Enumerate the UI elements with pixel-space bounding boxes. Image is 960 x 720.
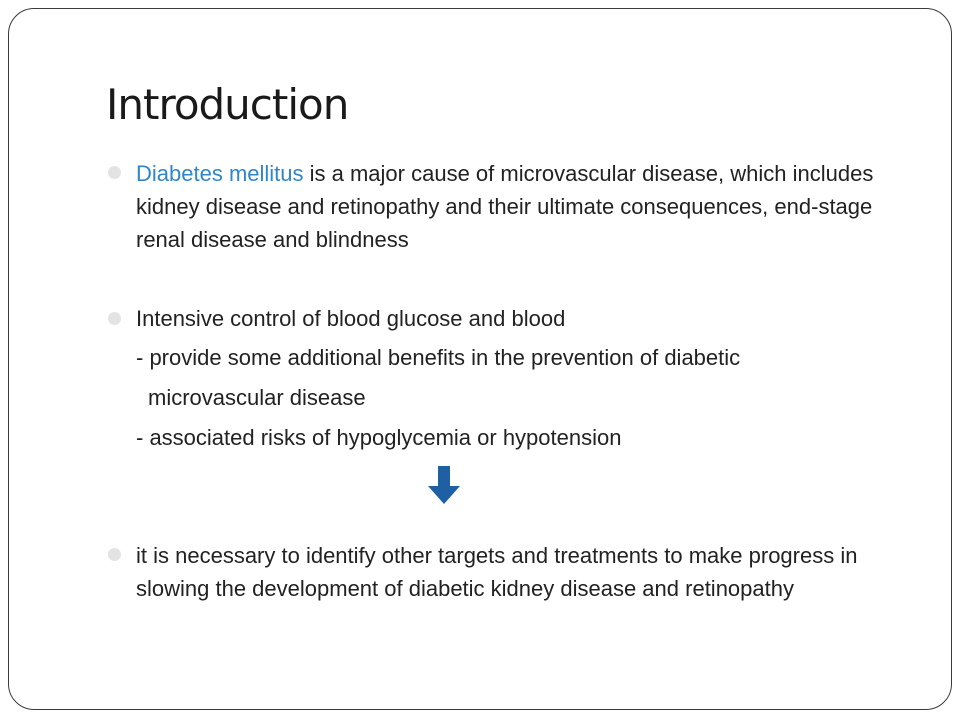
slide-title: Introduction <box>106 80 349 129</box>
bullet-2-sub-1-cont: microvascular disease <box>148 385 366 410</box>
bullet-1-text <box>136 157 916 256</box>
bullet-marker <box>108 312 121 325</box>
bullet-2-text: Intensive control of blood glucose and blood <box>136 306 566 331</box>
bullet-marker <box>108 166 121 179</box>
bullet-1-body: is a major cause of microvascular disease, which includes kidney disease and retinopathy and their ultimate consequences, end-stage renal disease and blindness <box>136 161 874 252</box>
down-arrow-icon <box>428 466 460 504</box>
bullet-2-sub-2: - associated risks of hypoglycemia or hypotension <box>136 425 622 450</box>
bullet-marker <box>108 548 121 561</box>
diabetes-mellitus-link[interactable]: Diabetes mellitus <box>136 161 304 186</box>
bullet-3-text: it is necessary to identify other targets and treatments to make progress in slowing the development of diabetic kidney disease and retinopathy <box>136 543 858 601</box>
bullet-2-sub-1: - provide some additional benefits in the prevention of diabetic <box>136 345 741 370</box>
